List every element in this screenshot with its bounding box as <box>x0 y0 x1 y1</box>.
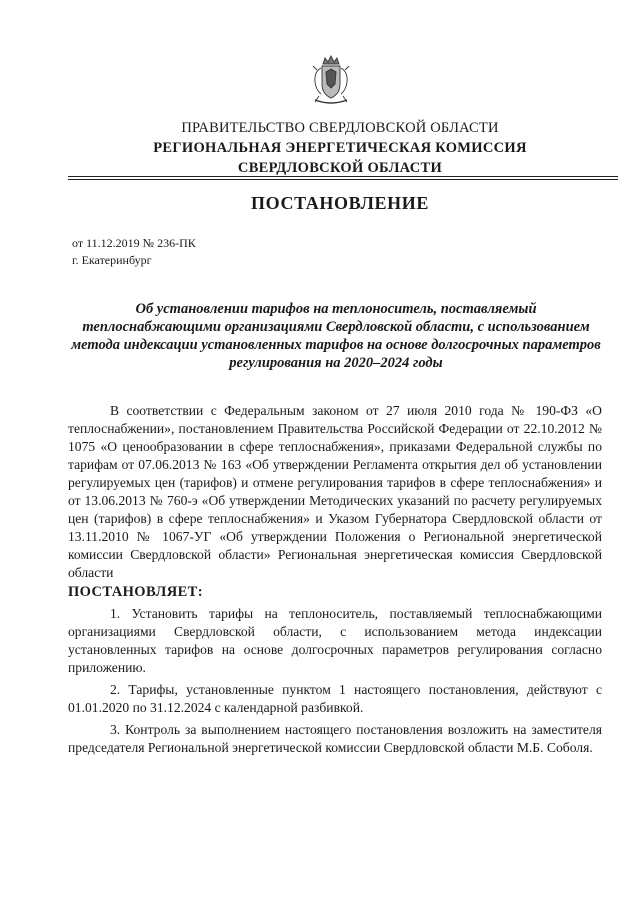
city: г. Екатеринбург <box>72 253 152 267</box>
header-rule-thin <box>68 179 618 180</box>
resolution-item-3: 3. Контроль за выполнением настоящего постановления возложить на заместителя председателя Региональной энергетической комиссии Свердловской области М.Б. Соболя. <box>68 722 602 755</box>
document-body <box>68 402 602 757</box>
header-government: ПРАВИТЕЛЬСТВО СВЕРДЛОВСКОЙ ОБЛАСТИ <box>181 120 499 136</box>
document-meta <box>72 235 196 269</box>
document-subject: Об установлении тарифов на теплоноситель, поставляемый теплоснабжающими организациями Свердловской области, с использованием метода индексации установленных тарифов на основе долгосрочных параметров регулирования на 2020–2024 годы <box>71 301 601 371</box>
document-type-title: ПОСТАНОВЛЕНИЕ <box>251 193 429 213</box>
header-rule-thick <box>68 176 618 177</box>
issuer-header <box>60 118 620 178</box>
resolution-item-1: 1. Установить тарифы на теплоноситель, поставляемый теплоснабжающими организациями Свердловской области, с использованием метода индексации установленных тарифов на основе долгосрочных параметров регулирования согласно приложению. <box>68 606 602 675</box>
header-region: СВЕРДЛОВСКОЙ ОБЛАСТИ <box>237 160 443 176</box>
coat-of-arms-emblem <box>309 54 353 108</box>
header-commission: РЕГИОНАЛЬНАЯ ЭНЕРГЕТИЧЕСКАЯ КОМИССИЯ <box>153 140 527 156</box>
date-number: от 11.12.2019 № 236-ПК <box>72 236 196 250</box>
preamble-paragraph: В соответствии с Федеральным законом от 27 июля 2010 года № 190-ФЗ «О теплоснабжении», постановлением Правительства Российской Федерации от 22.10.2012 № 1075 «О ценообразовании в сфере теплоснабжения», приказами Федеральной службы по тарифам от 07.06.2013 № 163 «Об утверждении Регламента открытия дел об установлении регулируемых цен (тарифов) и отмене регулирования тарифов в сфере теплоснабжения» и от 13.06.2013 № 760-э «Об утверждении Методических указаний по расчету регулируемых цен (тарифов) в сфере теплоснабжения» и Указом Губернатора Свердловской области от 13.11.2010 № 1067-УГ «Об утверждении Положения о Региональной энергетической комиссии Свердловской области» Региональная энергетическая комиссия Свердловской области <box>68 403 602 580</box>
resolve-label: ПОСТАНОВЛЯЕТ: <box>68 584 203 600</box>
resolution-item-2: 2. Тарифы, установленные пунктом 1 настоящего постановления, действуют с 01.01.2020 по 31.12.2024 с календарной разбивкой. <box>68 682 602 715</box>
